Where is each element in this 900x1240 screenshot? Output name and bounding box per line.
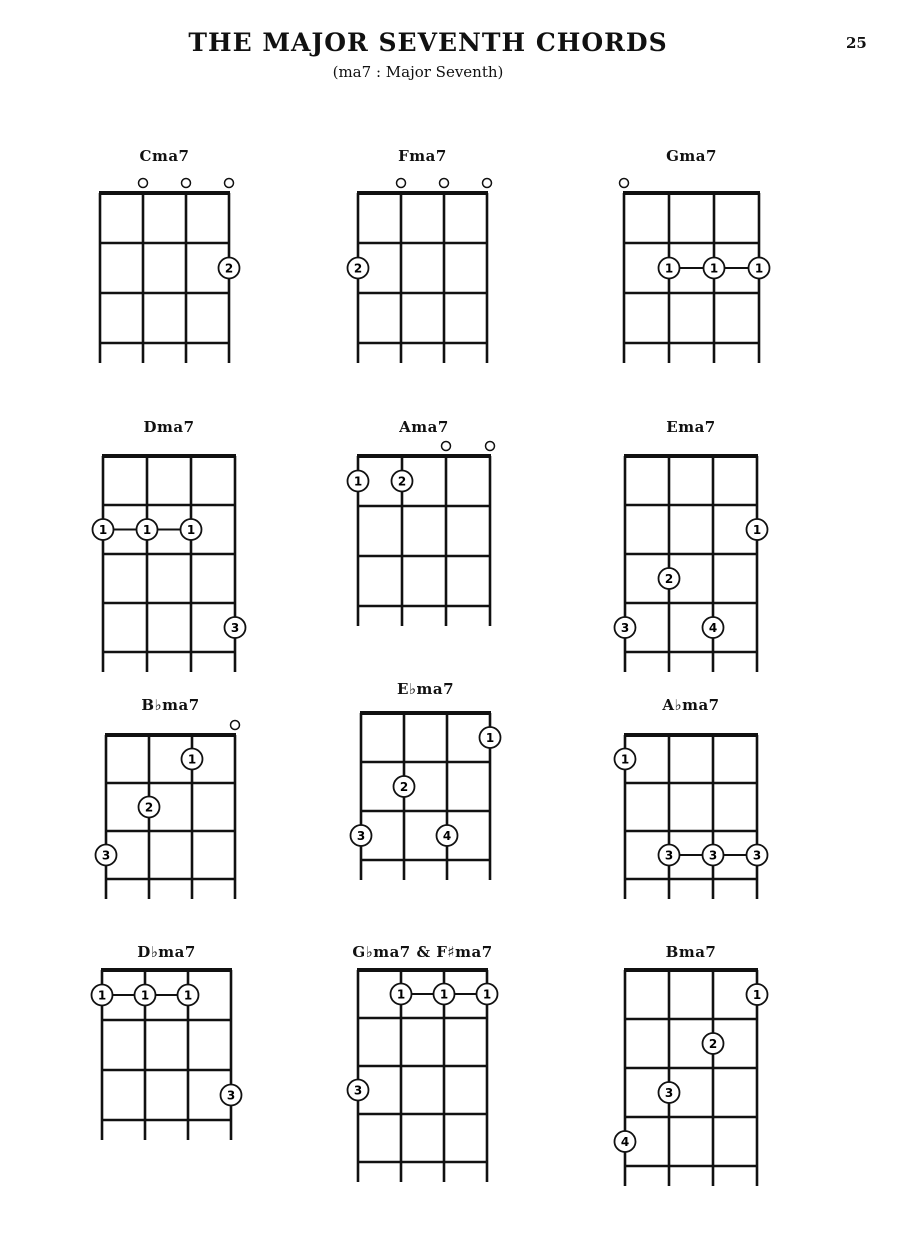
chord-name: Fma7 (398, 147, 447, 165)
finger-number: 4 (708, 621, 718, 635)
chord-name: Gma7 (666, 147, 717, 165)
finger-number: 2 (397, 474, 407, 489)
finger-number: 3 (620, 621, 630, 635)
chord-name: Cma7 (139, 147, 190, 165)
page-number: 25 (846, 34, 867, 52)
page-subtitle: (ma7 : Major Seventh) (332, 63, 504, 81)
chord-name: E♭ma7 (396, 680, 455, 698)
finger-number: 2 (664, 572, 674, 586)
open-string-marker (139, 179, 148, 188)
chord-diagram (609, 719, 773, 915)
chord-diagram (609, 440, 773, 688)
chord-name: B♭ma7 (141, 696, 200, 714)
finger-number: 3 (353, 1083, 363, 1098)
finger-number: 2 (144, 800, 154, 815)
finger-number: 1 (754, 261, 764, 276)
chord-name: Ama7 (399, 418, 449, 436)
open-string-marker (225, 179, 234, 188)
chord-diagram (342, 954, 503, 1198)
finger-number: 1 (140, 988, 150, 1003)
open-string-marker (620, 179, 629, 188)
chord-name: G♭ma7 & F♯ma7 (352, 943, 493, 961)
open-string-marker (397, 179, 406, 188)
finger-number: 1 (664, 261, 674, 276)
finger-number: 1 (183, 988, 193, 1003)
finger-number: 1 (186, 523, 196, 537)
finger-number: 3 (664, 1086, 674, 1100)
finger-number: 1 (485, 731, 495, 745)
chord-diagram (86, 954, 247, 1156)
finger-number: 1 (752, 523, 762, 537)
chord-diagram (342, 177, 503, 379)
finger-number: 4 (620, 1135, 630, 1149)
finger-number: 1 (752, 988, 762, 1002)
chord-diagram (87, 440, 251, 688)
finger-number: 2 (399, 780, 409, 794)
page-title: THE MAJOR SEVENTH CHORDS (188, 28, 668, 57)
finger-number: 1 (709, 261, 719, 276)
chord-diagram (609, 954, 773, 1202)
finger-number: 2 (224, 261, 234, 276)
finger-number: 3 (356, 829, 366, 843)
finger-number: 1 (439, 987, 449, 1002)
finger-number: 1 (620, 752, 630, 767)
finger-number: 1 (97, 988, 107, 1003)
finger-number: 1 (482, 987, 492, 1002)
open-string-marker (440, 179, 449, 188)
finger-number: 1 (187, 752, 197, 767)
open-string-marker (231, 721, 240, 730)
open-string-marker (486, 442, 495, 451)
chord-diagram (90, 719, 251, 915)
finger-number: 2 (708, 1037, 718, 1051)
chord-name: Dma7 (143, 418, 195, 436)
finger-number: 1 (396, 987, 406, 1002)
chord-name: A♭ma7 (662, 696, 720, 714)
finger-number: 3 (101, 848, 111, 863)
finger-number: 3 (752, 848, 762, 863)
chord-diagram (84, 177, 245, 379)
chord-diagram (345, 697, 506, 896)
finger-number: 1 (142, 523, 152, 537)
chord-diagram (608, 177, 775, 379)
finger-number: 3 (664, 848, 674, 863)
finger-number: 1 (98, 523, 108, 537)
chord-name: Ema7 (666, 418, 716, 436)
finger-number: 1 (353, 474, 363, 489)
chord-diagram (342, 440, 506, 642)
chord-name: Bma7 (665, 943, 717, 961)
open-string-marker (182, 179, 191, 188)
chord-name: D♭ma7 (137, 943, 196, 961)
finger-number: 2 (353, 261, 363, 276)
finger-number: 3 (708, 848, 718, 863)
finger-number: 3 (230, 621, 240, 635)
open-string-marker (483, 179, 492, 188)
finger-number: 3 (226, 1088, 236, 1103)
finger-number: 4 (442, 829, 452, 843)
open-string-marker (442, 442, 451, 451)
